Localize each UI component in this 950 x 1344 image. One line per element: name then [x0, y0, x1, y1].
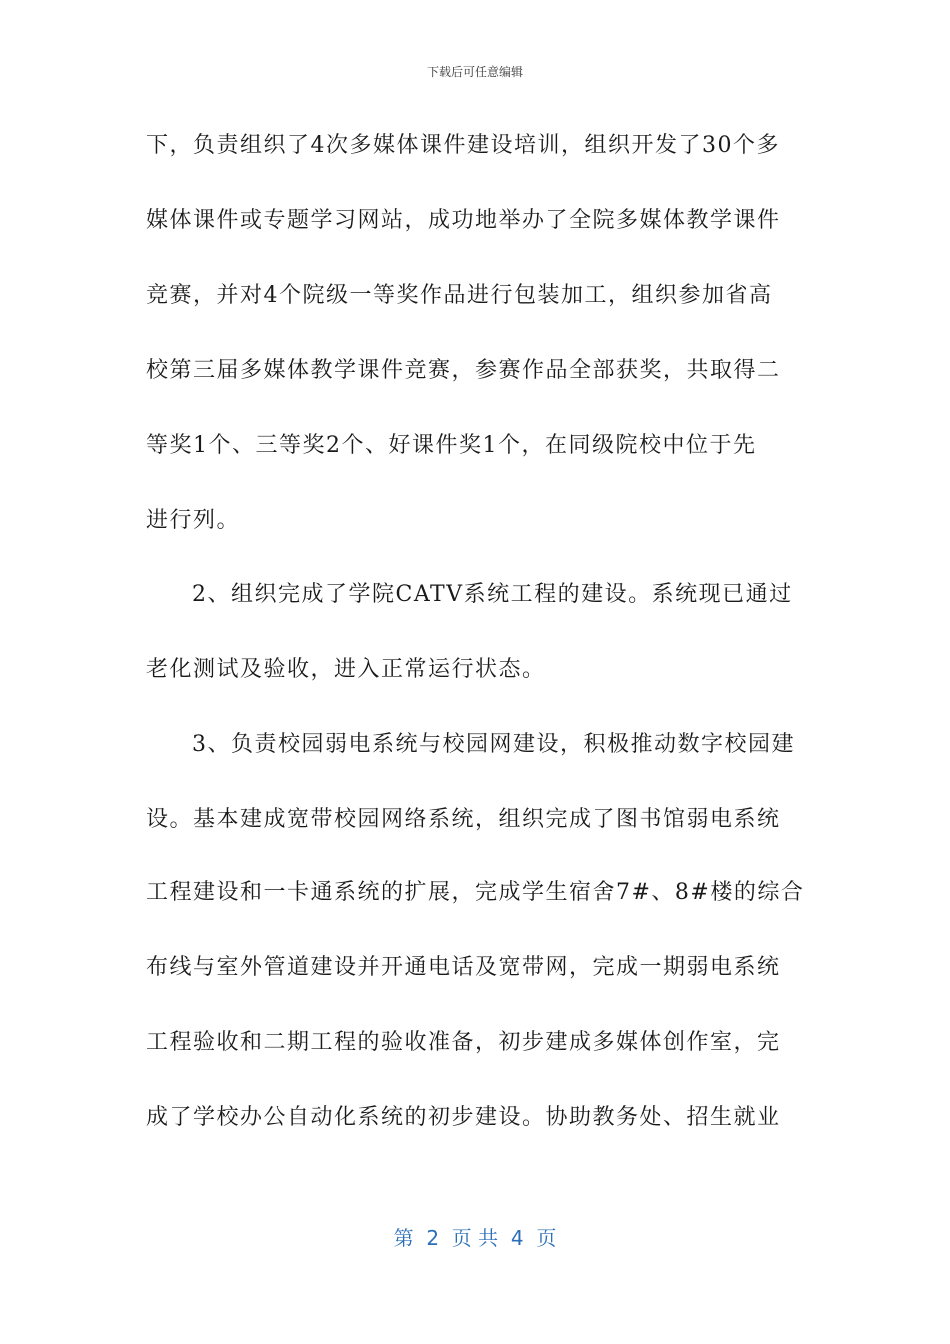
page-header: 下载后可任意编辑: [426, 65, 523, 79]
text-line: 布线与室外管道建设并开通电话及宽带网，完成一期弱电系统: [146, 955, 781, 980]
text-line: 工程验收和二期工程的验收准备，初步建成多媒体创作室，完: [146, 1030, 781, 1055]
text-line: 2、组织完成了学院CATV系统工程的建设。系统现已通过: [192, 582, 793, 607]
text-line: 竞赛，并对4个院级一等奖作品进行包装加工，组织参加省高: [146, 283, 773, 308]
text-line: 设。基本建成宽带校园网络系统，组织完成了图书馆弱电系统: [146, 807, 781, 832]
text-line: 校第三届多媒体教学课件竞赛，参赛作品全部获奖，共取得二: [146, 358, 781, 383]
page-number-footer: 第 2 页 共 4 页: [393, 1226, 557, 1250]
text-line: 进行列。: [146, 508, 241, 533]
text-line: 媒体课件或专题学习网站，成功地举办了全院多媒体教学课件: [146, 208, 781, 233]
text-line: 成了学校办公自动化系统的初步建设。协助教务处、招生就业: [146, 1105, 781, 1130]
text-line: 3、负责校园弱电系统与校园网建设，积极推动数字校园建: [192, 732, 795, 757]
text-line: 工程建设和一卡通系统的扩展，完成学生宿舍7#、8#楼的综合: [146, 880, 805, 905]
text-line: 下，负责组织了4次多媒体课件建设培训，组织开发了30个多: [146, 133, 780, 158]
text-line: 老化测试及验收，进入正常运行状态。: [146, 657, 546, 682]
text-line: 等奖1个、三等奖2个、好课件奖1个，在同级院校中位于先: [146, 433, 757, 458]
